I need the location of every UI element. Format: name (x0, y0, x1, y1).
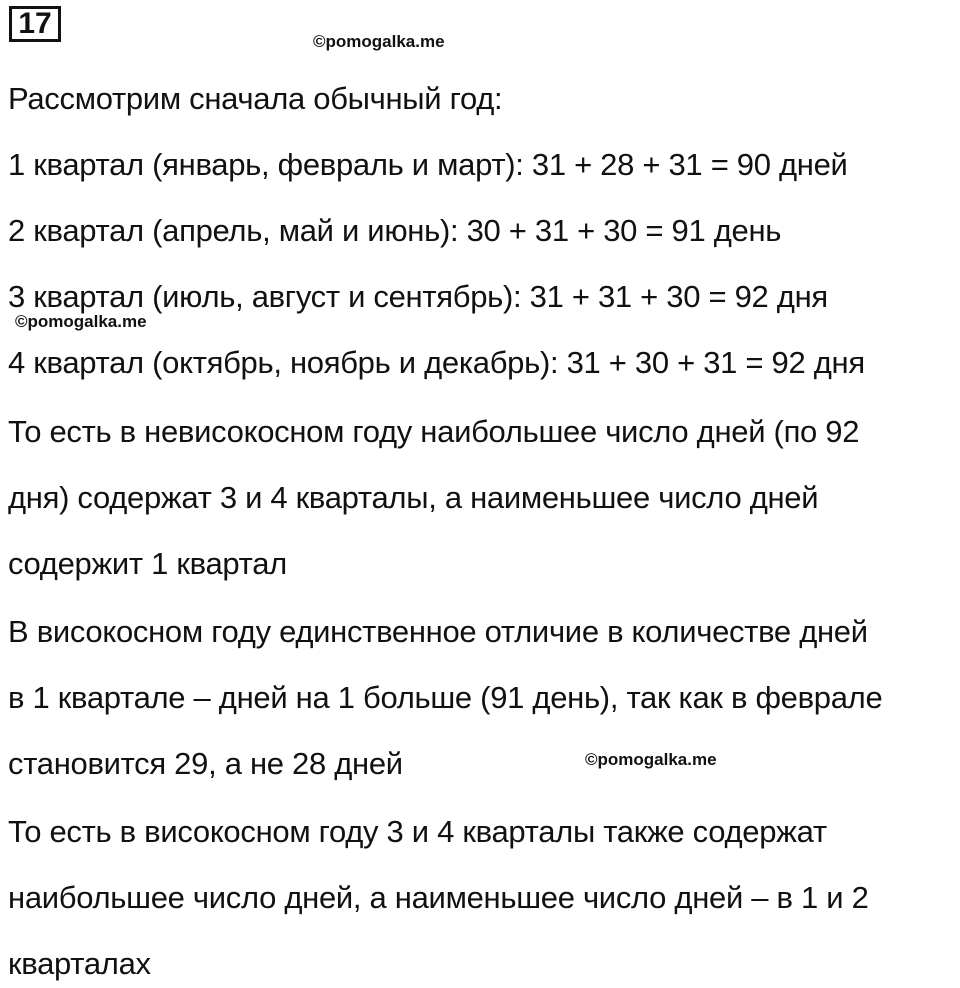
text-line-quarter-1: 1 квартал (январь, февраль и март): 31 + 28 + 31 = 90 дней (8, 147, 848, 182)
text-line-conclusion-3: содержит 1 квартал (8, 546, 287, 581)
text-line-quarter-4: 4 квартал (октябрь, ноябрь и декабрь): 31 + 30 + 31 = 92 дня (8, 345, 865, 380)
text-line-leap-3: становится 29, а не 28 дней (8, 746, 403, 781)
watermark-middle: ©pomogalka.me (15, 312, 147, 331)
text-line-final-1: То есть в високосном году 3 и 4 кварталы также содержат (8, 814, 827, 849)
text-line-final-2: наибольшее число дней, а наименьшее число дней – в 1 и 2 (8, 880, 869, 915)
watermark-top: ©pomogalka.me (313, 32, 445, 51)
text-line-quarter-3: 3 квартал (июль, август и сентябрь): 31 + 31 + 30 = 92 дня (8, 279, 828, 314)
problem-number-box (9, 6, 61, 42)
text-line-final-3: кварталах (8, 946, 151, 981)
text-line-leap-1: В високосном году единственное отличие в количестве дней (8, 614, 868, 649)
text-line-conclusion-1: То есть в невисокосном году наибольшее число дней (по 92 (8, 414, 860, 449)
problem-number: 17 (18, 7, 52, 40)
text-line-leap-2: в 1 квартале – дней на 1 больше (91 день), так как в феврале (8, 680, 883, 715)
text-line-quarter-2: 2 квартал (апрель, май и июнь): 30 + 31 + 30 = 91 день (8, 213, 782, 248)
text-line-conclusion-2: дня) содержат 3 и 4 кварталы, а наименьшее число дней (8, 480, 819, 515)
watermark-bottom: ©pomogalka.me (585, 750, 717, 769)
text-line-intro: Рассмотрим сначала обычный год: (8, 81, 503, 116)
